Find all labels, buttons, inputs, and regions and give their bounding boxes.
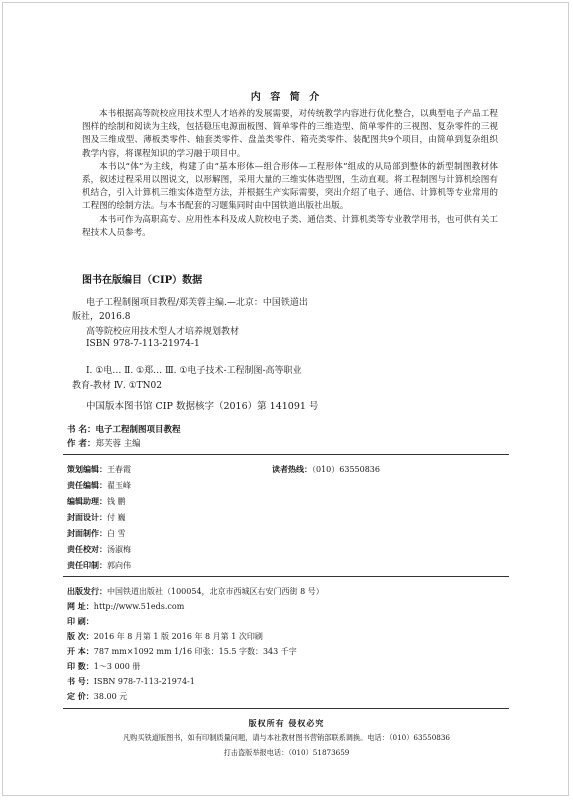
pub-label: 网 址： <box>67 601 94 611</box>
staff-value: 白 雪 <box>107 529 126 538</box>
summary-body <box>82 108 498 240</box>
pub-label: 书 号： <box>67 676 94 686</box>
hotline-value: （010）63550836 <box>312 465 380 474</box>
summary-paragraph-3: 本书可作为高职高专、应用性本科及成人院校电子类、通信类、计算机类等专业教学用书，也可供有关工程技术人员参考。 <box>82 214 498 238</box>
pub-value: ISBN 978-7-113-21974-1 <box>93 677 195 686</box>
staff-label: 策划编辑： <box>67 464 107 474</box>
pub-print-run <box>67 661 140 672</box>
reader-hotline <box>272 464 380 475</box>
piracy-hotline: 打击盗版举报电话：（010）51873659 <box>223 748 350 757</box>
pub-label: 印 刷： <box>67 616 94 626</box>
staff-cover-production <box>67 528 126 539</box>
staff-print-supervisor <box>67 560 131 571</box>
divider-middle <box>63 576 509 577</box>
cip-subjects-2: 教育-教材 Ⅳ. ①TN02 <box>72 381 163 391</box>
cip-series: 高等院校应用技术型人才培养规划教材 <box>86 327 240 337</box>
staff-label: 责任印制： <box>67 560 107 570</box>
book-name-label: 书 名： <box>67 425 96 435</box>
book-author-value: 郑芙蓉 主编 <box>95 439 141 449</box>
pub-value: 1～3 000 册 <box>93 662 141 671</box>
summary-paragraph-2: 本书以“体”为主线，构建了由“基本形体—组合形体—工程形体”组成的从局部到整体的新型制图教材体系，叙述过程采用以图说文，以形解图，采用大量的三维实体造型图，生动直观。将工程制图与计算机绘图有机结合，引入计算机三维实体造型方法，并根据生产实际需要，突出介绍了电子、通信、计算机等专业常用的工程图的绘制方法。与本书配套的习题集同时由中国铁道出版社出版。 <box>82 161 498 212</box>
staff-value: 付 巍 <box>107 513 126 522</box>
staff-label: 编辑助理： <box>67 496 107 506</box>
pub-label: 定 价： <box>67 691 94 701</box>
summary-title: 内 容 简 介 <box>250 92 323 103</box>
book-author <box>67 437 141 449</box>
pub-value: 2016 年 8 月第 1 版 2016 年 8 月第 1 次印刷 <box>93 632 263 641</box>
pub-format <box>67 646 297 657</box>
staff-value: 郭向伟 <box>107 561 131 570</box>
cip-title: 图书在版编目（CIP）数据 <box>82 275 203 286</box>
pub-value: http://www.51eds.com <box>93 602 185 611</box>
staff-cover-design <box>67 512 126 523</box>
cip-subjects-1: Ⅰ. ①电… Ⅱ. ①郑… Ⅲ. ①电子技术-工程制图-高等职业 <box>86 366 302 376</box>
staff-value: 钱 鹏 <box>107 497 126 506</box>
hotline-label: 读者热线： <box>272 464 312 474</box>
pub-label: 开 本： <box>67 646 94 656</box>
pub-label: 印 数： <box>67 661 94 671</box>
summary-paragraph-1: 本书根据高等院校应用技术型人才培养的发展需要，对传统教学内容进行优化整合，以典型电子产品工程图样的绘制和阅读为主线，包括稳压电源面板图、简单零件的三维造型、简单零件的三视图、复杂零件的三视图及三维成型、薄板类零件、轴套类零件、盘盖类零件、箱壳类零件、装配图共9个项目，由简单到复杂组织教学内容，将课程知识的学习融于项目中。 <box>82 109 498 159</box>
pub-value: 787 mm×1092 mm 1/16 印张：15.5 字数：343 千字 <box>93 647 297 656</box>
cip-line-1b: 版社，2016.8 <box>72 312 131 322</box>
pub-isbn <box>67 676 195 687</box>
staff-proofreader <box>67 544 131 555</box>
pub-website <box>67 601 184 612</box>
pub-edition <box>67 631 263 642</box>
pub-value: 中国铁道出版社（100054，北京市西城区右安门西街 8 号） <box>107 587 324 596</box>
staff-label: 责任编辑： <box>67 480 107 490</box>
pub-label: 出版发行： <box>67 586 107 596</box>
book-name <box>67 423 180 435</box>
book-author-label: 作 者： <box>67 439 96 449</box>
cip-check-number: 中国版本图书馆 CIP 数据核字（2016）第 141091 号 <box>86 401 319 412</box>
pub-price <box>67 691 127 702</box>
staff-label: 责任校对： <box>67 544 107 554</box>
staff-planning-editor <box>67 464 131 475</box>
pub-label: 版 次： <box>67 631 94 641</box>
pub-value: 38.00 元 <box>93 692 128 701</box>
cip-line-1: 电子工程制图项目教程/郑芙蓉主编.—北京：中国铁道出 <box>86 298 308 308</box>
book-name-value: 电子工程制图项目教程 <box>95 425 181 435</box>
staff-label: 封面制作： <box>67 528 107 538</box>
staff-value: 汤淑梅 <box>107 545 131 554</box>
cip-isbn: ISBN 978-7-113-21974-1 <box>86 339 200 349</box>
divider-top <box>63 454 509 455</box>
copyright-notice: 版权所有 侵权必究 <box>248 718 325 728</box>
pub-publisher <box>67 586 324 597</box>
staff-value: 王春霞 <box>107 465 131 474</box>
pub-printer <box>67 616 94 627</box>
staff-editor-assistant <box>67 496 126 507</box>
staff-value: 翟玉峰 <box>107 481 131 490</box>
staff-label: 封面设计： <box>67 512 107 522</box>
divider-bottom <box>63 708 509 709</box>
staff-responsible-editor <box>67 480 131 491</box>
quality-notice: 凡购买铁道版图书，如有印制质量问题，请与本社教材图书营销部联系调换。电话：（010）63550836 <box>122 733 451 742</box>
